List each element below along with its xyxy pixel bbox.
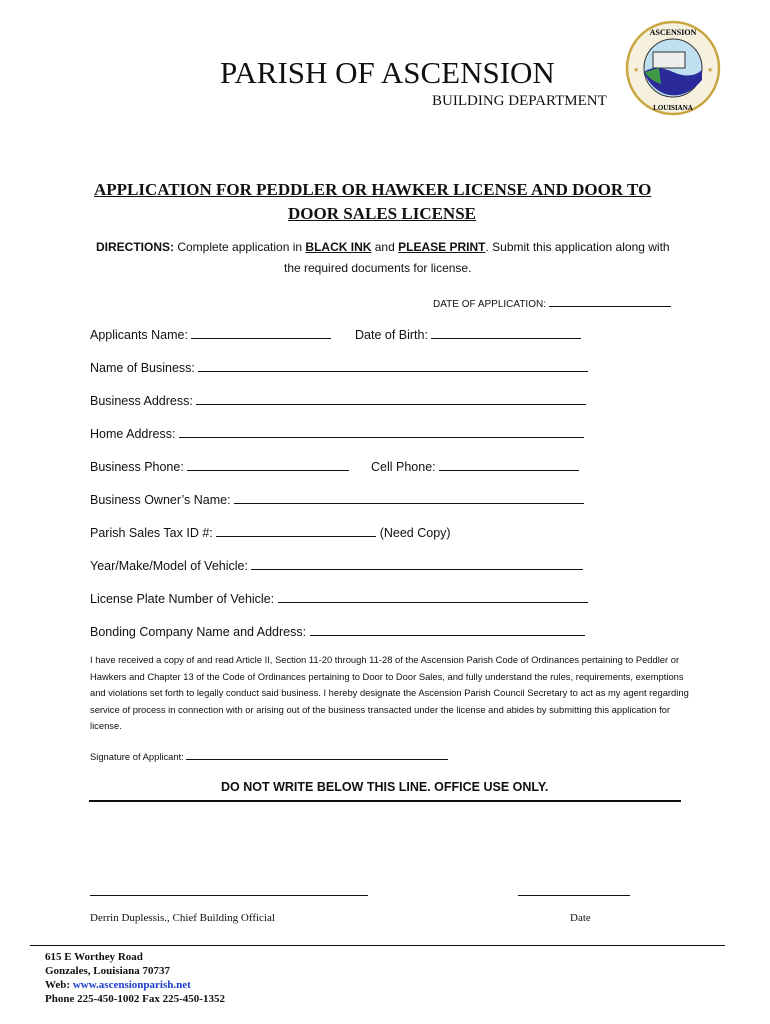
bonding-label: Bonding Company Name and Address: xyxy=(90,625,307,639)
form-title-line2: DOOR SALES LICENSE xyxy=(288,204,477,223)
cell-phone-field[interactable] xyxy=(371,458,579,474)
tax-id-field[interactable] xyxy=(90,524,451,540)
footer-contact xyxy=(45,950,225,1006)
office-use-heading: DO NOT WRITE BELOW THIS LINE. OFFICE USE ONLY. xyxy=(221,780,549,794)
please-print-emphasis: PLEASE PRINT xyxy=(398,240,486,254)
directions-and: and xyxy=(371,240,399,254)
applicant-name-field[interactable] xyxy=(90,326,331,342)
signature-field[interactable] xyxy=(90,750,448,762)
plate-label: License Plate Number of Vehicle: xyxy=(90,592,275,606)
office-divider xyxy=(89,800,681,802)
svg-text:★: ★ xyxy=(633,66,640,74)
official-name: Derrin Duplessis., Chief Building Official xyxy=(90,912,275,924)
business-name-field[interactable] xyxy=(90,359,588,375)
bonding-field[interactable] xyxy=(90,623,585,639)
business-address-label: Business Address: xyxy=(90,394,193,408)
home-address-field[interactable] xyxy=(90,425,584,441)
cell-phone-label: Cell Phone: xyxy=(371,460,436,474)
home-address-label: Home Address: xyxy=(90,427,176,441)
business-address-field[interactable] xyxy=(90,392,586,408)
date-label: Date xyxy=(570,912,591,924)
form-title-line1: APPLICATION FOR PEDDLER OR HAWKER LICENSE AND DOOR TO xyxy=(94,180,652,199)
website-link[interactable]: www.ascensionparish.net xyxy=(72,979,191,991)
department-subtitle: BUILDING DEPARTMENT xyxy=(432,93,607,109)
parish-seal-logo xyxy=(625,20,721,116)
date-of-application-field[interactable] xyxy=(433,294,671,310)
footer-address2: Gonzales, Louisiana 70737 xyxy=(45,965,170,977)
footer-phone: Phone 225-450-1002 Fax 225-450-1352 xyxy=(45,993,225,1005)
svg-text:ASCENSION: ASCENSION xyxy=(649,28,697,37)
official-signature-line xyxy=(90,895,368,896)
business-phone-label: Business Phone: xyxy=(90,460,184,474)
svg-text:LOUISIANA: LOUISIANA xyxy=(653,104,693,112)
applicant-name-label: Applicants Name: xyxy=(90,328,188,342)
acknowledgement-statement: I have received a copy of and read Article II, Section 11-20 through 11-28 of the Ascension Parish Code of Ordinances pertaining to Peddler or Hawkers and Chapter 13 of the Code of Ordinances pertaining to Door to Door Sales, and fully understand the rules, requirements, exemptions and violations set forth to legally conduct said business. I hereby designate the Ascension Parish Council Secretary to act as my agent regarding service of process in connection with or arising out of the business transacted under the license and abides by submitting this application for license. xyxy=(90,654,689,731)
tax-id-label: Parish Sales Tax ID #: xyxy=(90,526,213,540)
business-phone-field[interactable] xyxy=(90,458,349,474)
business-name-label: Name of Business: xyxy=(90,361,195,375)
web-label: Web: xyxy=(45,979,73,991)
vehicle-field[interactable] xyxy=(90,557,583,573)
date-line xyxy=(518,895,630,896)
footer-web xyxy=(45,978,225,992)
directions-text2: . Submit this application along with xyxy=(485,240,670,254)
directions xyxy=(96,240,670,254)
dob-label: Date of Birth: xyxy=(355,328,428,342)
svg-text:★: ★ xyxy=(707,66,714,74)
footer-divider xyxy=(30,945,725,946)
vehicle-label: Year/Make/Model of Vehicle: xyxy=(90,559,248,573)
black-ink-emphasis: BLACK INK xyxy=(305,240,372,254)
department-title: PARISH OF ASCENSION xyxy=(220,55,555,90)
signature-label: Signature of Applicant: xyxy=(90,751,184,762)
directions-line2: the required documents for license. xyxy=(284,261,472,275)
dob-field[interactable] xyxy=(355,326,581,342)
owner-name-field[interactable] xyxy=(90,491,584,507)
footer-address1: 615 E Worthey Road xyxy=(45,951,143,963)
date-of-application-label: DATE OF APPLICATION: xyxy=(433,299,546,310)
directions-text: Complete application in xyxy=(174,240,306,254)
plate-field[interactable] xyxy=(90,590,588,606)
owner-name-label: Business Owner’s Name: xyxy=(90,493,231,507)
tax-id-note: (Need Copy) xyxy=(379,526,451,540)
directions-label: DIRECTIONS: xyxy=(96,240,174,254)
